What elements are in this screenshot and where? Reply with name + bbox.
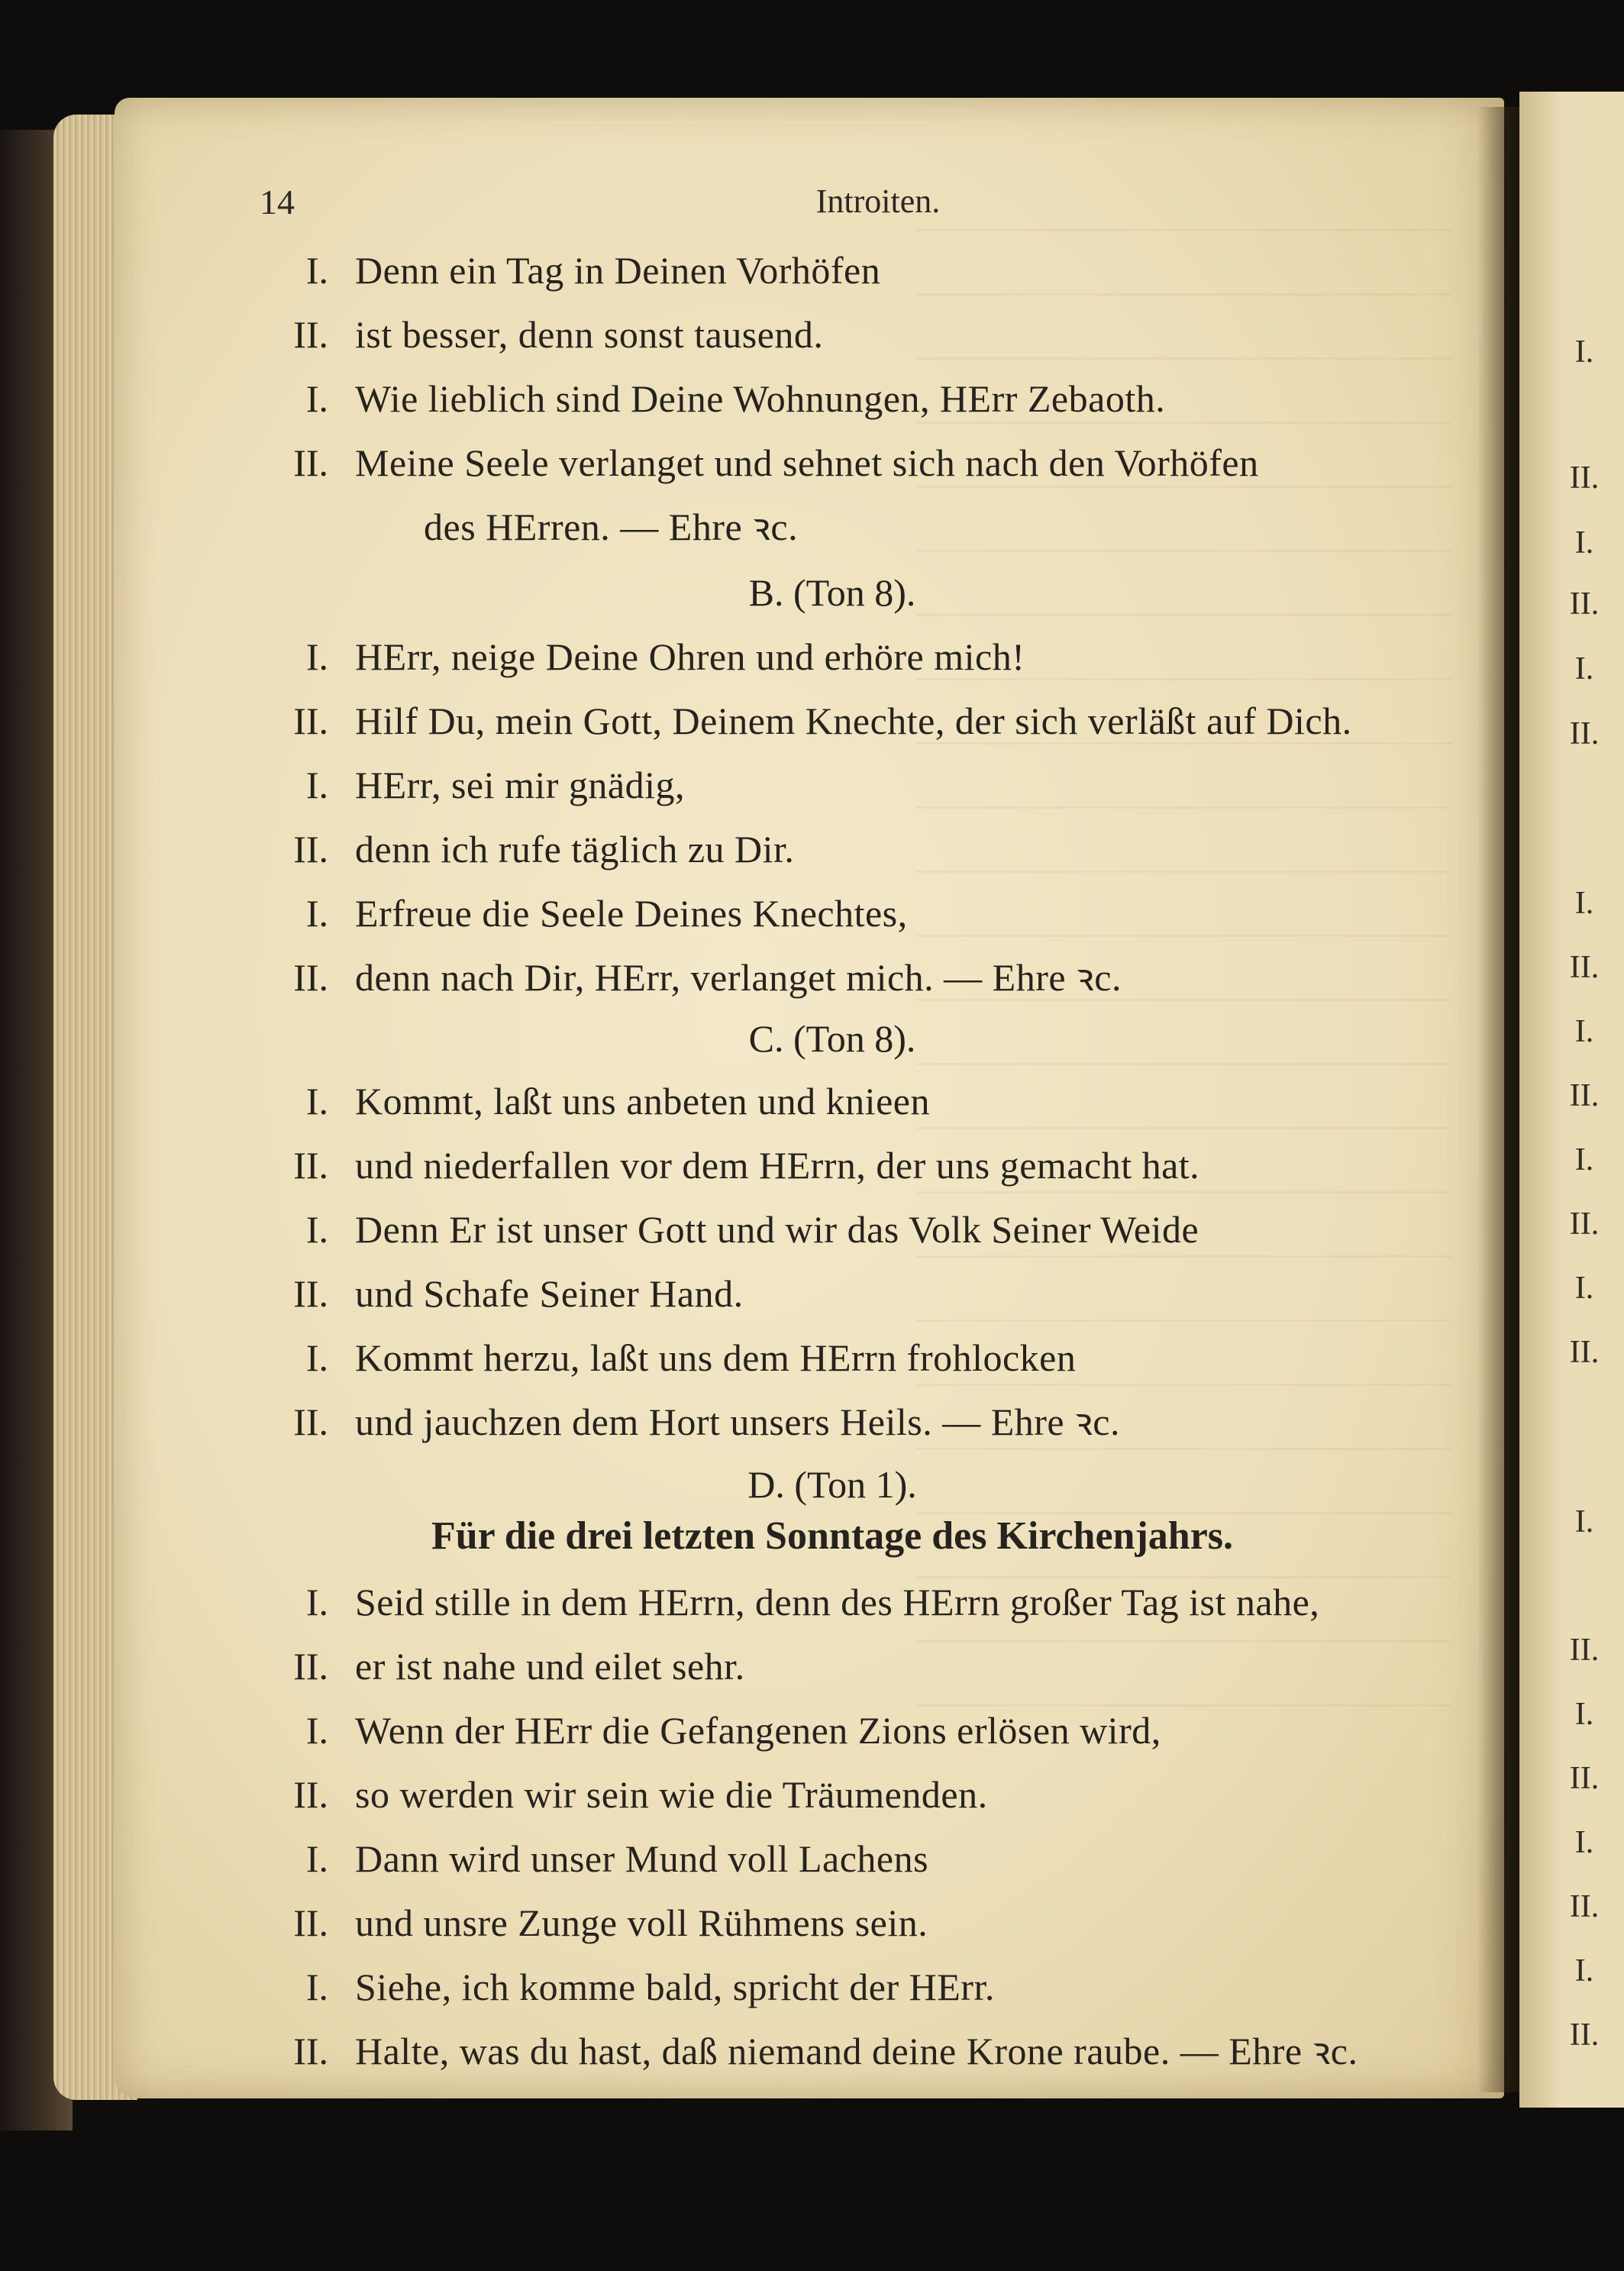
verse-line bbox=[260, 1069, 1405, 1133]
verse-text: Dann wird unser Mund voll Lachens bbox=[355, 1837, 929, 1880]
verse-line bbox=[260, 1955, 1405, 2019]
section-heading-d: D. (Ton 1). bbox=[747, 1463, 917, 1506]
verse-text: HErr, sei mir gnädig, bbox=[355, 764, 686, 806]
verse-label: II. bbox=[293, 313, 328, 356]
verse-text: und jauchzen dem Hort unsers Heils. — Ehre ꝛc. bbox=[355, 1400, 1120, 1443]
section-heading-b: B. (Ton 8). bbox=[748, 571, 916, 614]
verse-label: II. bbox=[293, 1400, 328, 1443]
facing-page-label: I. bbox=[1574, 1697, 1594, 1732]
verse-text: Wenn der HErr die Gefangenen Zions erlösen wird, bbox=[355, 1709, 1161, 1752]
verse-label: I. bbox=[305, 635, 328, 678]
verse-line bbox=[260, 302, 1405, 367]
verse-label: I. bbox=[305, 892, 328, 935]
verse-label: I. bbox=[305, 1208, 328, 1251]
facing-page-label: II. bbox=[1569, 1633, 1600, 1668]
verse-line bbox=[260, 945, 1405, 1010]
book-gutter bbox=[1477, 107, 1523, 2092]
verse-text: des HErren. — Ehre ꝛc. bbox=[424, 506, 799, 548]
verse-label: II. bbox=[293, 441, 328, 484]
verse-label: II. bbox=[293, 956, 328, 999]
verse-line bbox=[260, 1827, 1405, 1891]
facing-page-label: II. bbox=[1569, 2017, 1600, 2053]
facing-page-label: II. bbox=[1569, 460, 1600, 496]
verse-text: Kommt herzu, laßt uns dem HErrn frohlocken bbox=[355, 1336, 1077, 1379]
facing-page-label: I. bbox=[1574, 1014, 1594, 1049]
section-heading-c: C. (Ton 8). bbox=[748, 1017, 916, 1060]
facing-page-label: I. bbox=[1574, 1953, 1594, 1988]
verse-line bbox=[260, 2019, 1405, 2083]
verse-text: Wie lieblich sind Deine Wohnungen, HErr Zebaoth. bbox=[355, 377, 1166, 420]
verse-line bbox=[260, 1390, 1405, 1454]
verse-label: II. bbox=[293, 1645, 328, 1688]
verse-text: Hilf Du, mein Gott, Deinem Knechte, der sich verläßt auf Dich. bbox=[355, 699, 1352, 742]
verse-label: II. bbox=[293, 2030, 328, 2072]
verse-text: Kommt, laßt uns anbeten und knieen bbox=[355, 1080, 930, 1123]
verse-label: II. bbox=[293, 1272, 328, 1315]
facing-page-label: I. bbox=[1574, 334, 1594, 370]
verse-line-continued bbox=[260, 495, 1405, 559]
verse-text: HErr, neige Deine Ohren und erhöre mich! bbox=[355, 635, 1025, 678]
facing-page-label: II. bbox=[1569, 1761, 1600, 1796]
facing-page-label: II. bbox=[1569, 1078, 1600, 1113]
verse-line bbox=[260, 1634, 1405, 1698]
facing-page-label: II. bbox=[1569, 950, 1600, 985]
verse-label: II. bbox=[293, 1901, 328, 1944]
verse-line bbox=[260, 1698, 1405, 1762]
page-number: 14 bbox=[260, 183, 295, 221]
verse-label: I. bbox=[305, 1581, 328, 1623]
verse-text: und Schafe Seiner Hand. bbox=[355, 1272, 744, 1315]
verse-text: Erfreue die Seele Deines Knechtes, bbox=[355, 892, 908, 935]
facing-page-label: I. bbox=[1574, 651, 1594, 686]
verse-label: II. bbox=[293, 1144, 328, 1187]
verse-line bbox=[260, 367, 1405, 431]
verse-label: I. bbox=[305, 764, 328, 806]
verse-label: II. bbox=[293, 699, 328, 742]
verse-text: Denn ein Tag in Deinen Vorhöfen bbox=[355, 249, 881, 292]
verse-text: Siehe, ich komme bald, spricht der HErr. bbox=[355, 1966, 995, 2008]
verse-line bbox=[260, 1197, 1405, 1261]
verse-label: II. bbox=[293, 828, 328, 871]
facing-page-label: II. bbox=[1569, 716, 1600, 751]
facing-page-label: I. bbox=[1574, 886, 1594, 921]
verse-line bbox=[260, 431, 1405, 495]
verse-label: I. bbox=[305, 249, 328, 292]
verse-label: II. bbox=[293, 1773, 328, 1816]
running-title: Introiten. bbox=[815, 183, 941, 220]
verse-line bbox=[260, 1762, 1405, 1827]
facing-page-label: II. bbox=[1569, 1889, 1600, 1924]
verse-line bbox=[260, 625, 1405, 689]
facing-page-label: II. bbox=[1569, 1335, 1600, 1370]
verse-label: I. bbox=[305, 1080, 328, 1123]
verse-line bbox=[260, 238, 1405, 302]
verse-line bbox=[260, 1326, 1405, 1390]
facing-page-label: I. bbox=[1574, 1825, 1594, 1860]
verse-label: I. bbox=[305, 1336, 328, 1379]
verse-line bbox=[260, 1891, 1405, 1955]
verse-text: Meine Seele verlanget und sehnet sich nach den Vorhöfen bbox=[355, 441, 1259, 484]
verse-text: denn nach Dir, HErr, verlanget mich. — Ehre ꝛc. bbox=[355, 956, 1122, 999]
verse-label: I. bbox=[305, 1966, 328, 2008]
verse-label: I. bbox=[305, 377, 328, 420]
facing-page-label: I. bbox=[1574, 1504, 1594, 1539]
verse-text: so werden wir sein wie die Träumenden. bbox=[355, 1773, 988, 1816]
verse-label: I. bbox=[305, 1837, 328, 1880]
facing-page-label: II. bbox=[1569, 586, 1600, 622]
verse-line bbox=[260, 689, 1405, 753]
verse-text: Halte, was du hast, daß niemand deine Krone raube. — Ehre ꝛc. bbox=[355, 2030, 1358, 2072]
verse-text: ist besser, denn sonst tausend. bbox=[355, 313, 824, 356]
verse-text: er ist nahe und eilet sehr. bbox=[355, 1645, 745, 1688]
verse-line bbox=[260, 1261, 1405, 1326]
verse-line bbox=[260, 817, 1405, 881]
verse-line bbox=[260, 881, 1405, 945]
verse-text: denn ich rufe täglich zu Dir. bbox=[355, 828, 795, 871]
section-subtitle-d: Für die drei letzten Sonntage des Kirchenjahrs. bbox=[431, 1514, 1234, 1558]
facing-page-label: I. bbox=[1574, 1142, 1594, 1177]
facing-page-label: II. bbox=[1569, 1207, 1600, 1242]
verse-line bbox=[260, 753, 1405, 817]
verse-text: und unsre Zunge voll Rühmens sein. bbox=[355, 1901, 928, 1944]
verse-line bbox=[260, 1133, 1405, 1197]
facing-page-label: I. bbox=[1574, 525, 1594, 560]
verse-line bbox=[260, 1570, 1405, 1634]
verse-text: Seid stille in dem HErrn, denn des HErrn großer Tag ist nahe, bbox=[355, 1581, 1320, 1623]
facing-page-label: I. bbox=[1574, 1271, 1594, 1306]
verse-text: Denn Er ist unser Gott und wir das Volk Seiner Weide bbox=[355, 1208, 1199, 1251]
verse-text: und niederfallen vor dem HErrn, der uns gemacht hat. bbox=[355, 1144, 1200, 1187]
verse-label: I. bbox=[305, 1709, 328, 1752]
